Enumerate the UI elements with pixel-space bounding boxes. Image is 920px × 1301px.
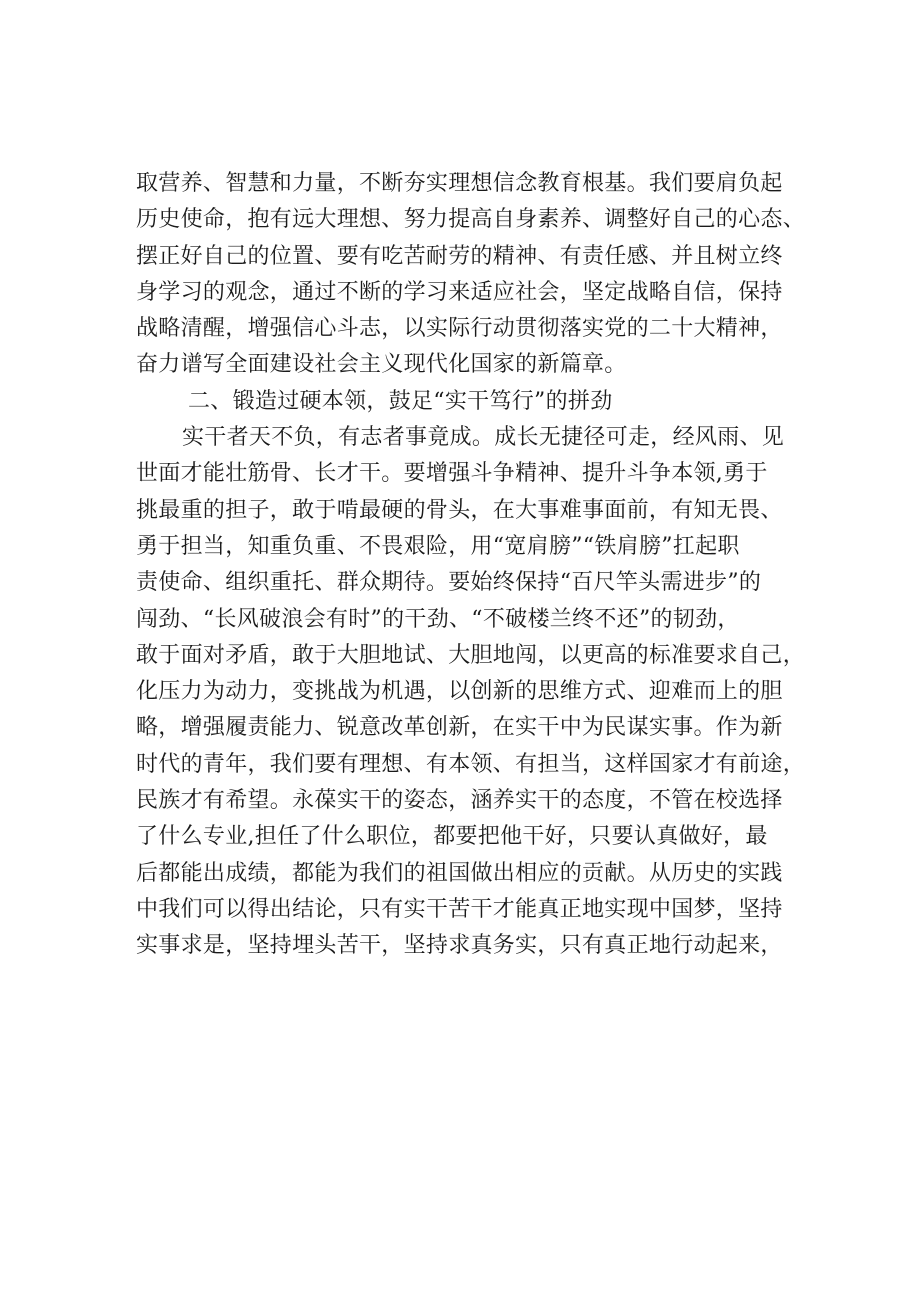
paragraph-line: 民族才有希望。永葆实干的姿态，涵养实干的态度，不管在校选择 bbox=[136, 788, 783, 814]
document-body bbox=[136, 166, 836, 965]
paragraph-line: 取营养、智慧和力量，不断夯实理想信念教育根基。我们要肩负起 bbox=[136, 171, 783, 196]
paragraph-line: 身学习的观念，通过不断的学习来适应社会，坚定战略自信，保持 bbox=[136, 279, 783, 305]
section-heading: 二、锻造过硬本领，鼓足“实干笃行”的拼劲 bbox=[188, 388, 613, 414]
paragraph-line: 历史使命，抱有远大理想、努力提高自身素养、调整好自己的心态、 bbox=[136, 207, 806, 233]
paragraph-line: 敢于面对矛盾，敢于大胆地试、大胆地闯，以更高的标准要求自己， bbox=[136, 642, 806, 668]
paragraph-line: 战略清醒，增强信心斗志，以实际行动贯彻落实党的二十大精神， bbox=[136, 316, 783, 342]
paragraph-line: 世面才能壮筋骨、长才干。要增强斗争精神、提升斗争本领,勇于 bbox=[136, 461, 768, 487]
paragraph-line: 略，增强履责能力、锐意改革创新，在实干中为民谋实事。作为新 bbox=[136, 715, 783, 741]
paragraph-line: 实事求是，坚持埋头苦干，坚持求真务实，只有真正地行动起来， bbox=[136, 933, 783, 959]
paragraph-line: 化压力为动力，变挑战为机遇，以创新的思维方式、迎难而上的胆 bbox=[136, 679, 783, 705]
paragraph-line: 挑最重的担子，敢于啃最硬的骨头，在大事难事面前，有知无畏、 bbox=[136, 497, 783, 523]
paragraph-line: 后都能出成绩，都能为我们的祖国做出相应的贡献。从历史的实践 bbox=[136, 860, 783, 886]
paragraph-line: 摆正好自己的位置、要有吃苦耐劳的精神、有责任感、并且树立终 bbox=[136, 243, 783, 269]
paragraph-line: 时代的青年，我们要有理想、有本领、有担当，这样国家才有前途， bbox=[136, 751, 806, 777]
paragraph-line: 责使命、组织重托、群众期待。要始终保持“百尺竿头需进步”的 bbox=[136, 570, 762, 596]
paragraph-line: 奋力谱写全面建设社会主义现代化国家的新篇章。 bbox=[136, 352, 627, 378]
paragraph-line: 了什么专业,担任了什么职位，都要把他干好，只要认真做好，最 bbox=[136, 824, 768, 850]
paragraph-line: 闯劲、“长风破浪会有时”的干劲、“不破楼兰终不还”的韧劲， bbox=[136, 606, 740, 632]
paragraph-line: 勇于担当，知重负重、不畏艰险，用“宽肩膀”“铁肩膀”扛起职 bbox=[136, 533, 740, 559]
paragraph-line: 实干者天不负，有志者事竟成。成长无捷径可走，经风雨、见 bbox=[182, 425, 785, 451]
paragraph-line: 中我们可以得出结论，只有实干苦干才能真正地实现中国梦，坚持 bbox=[136, 896, 783, 922]
